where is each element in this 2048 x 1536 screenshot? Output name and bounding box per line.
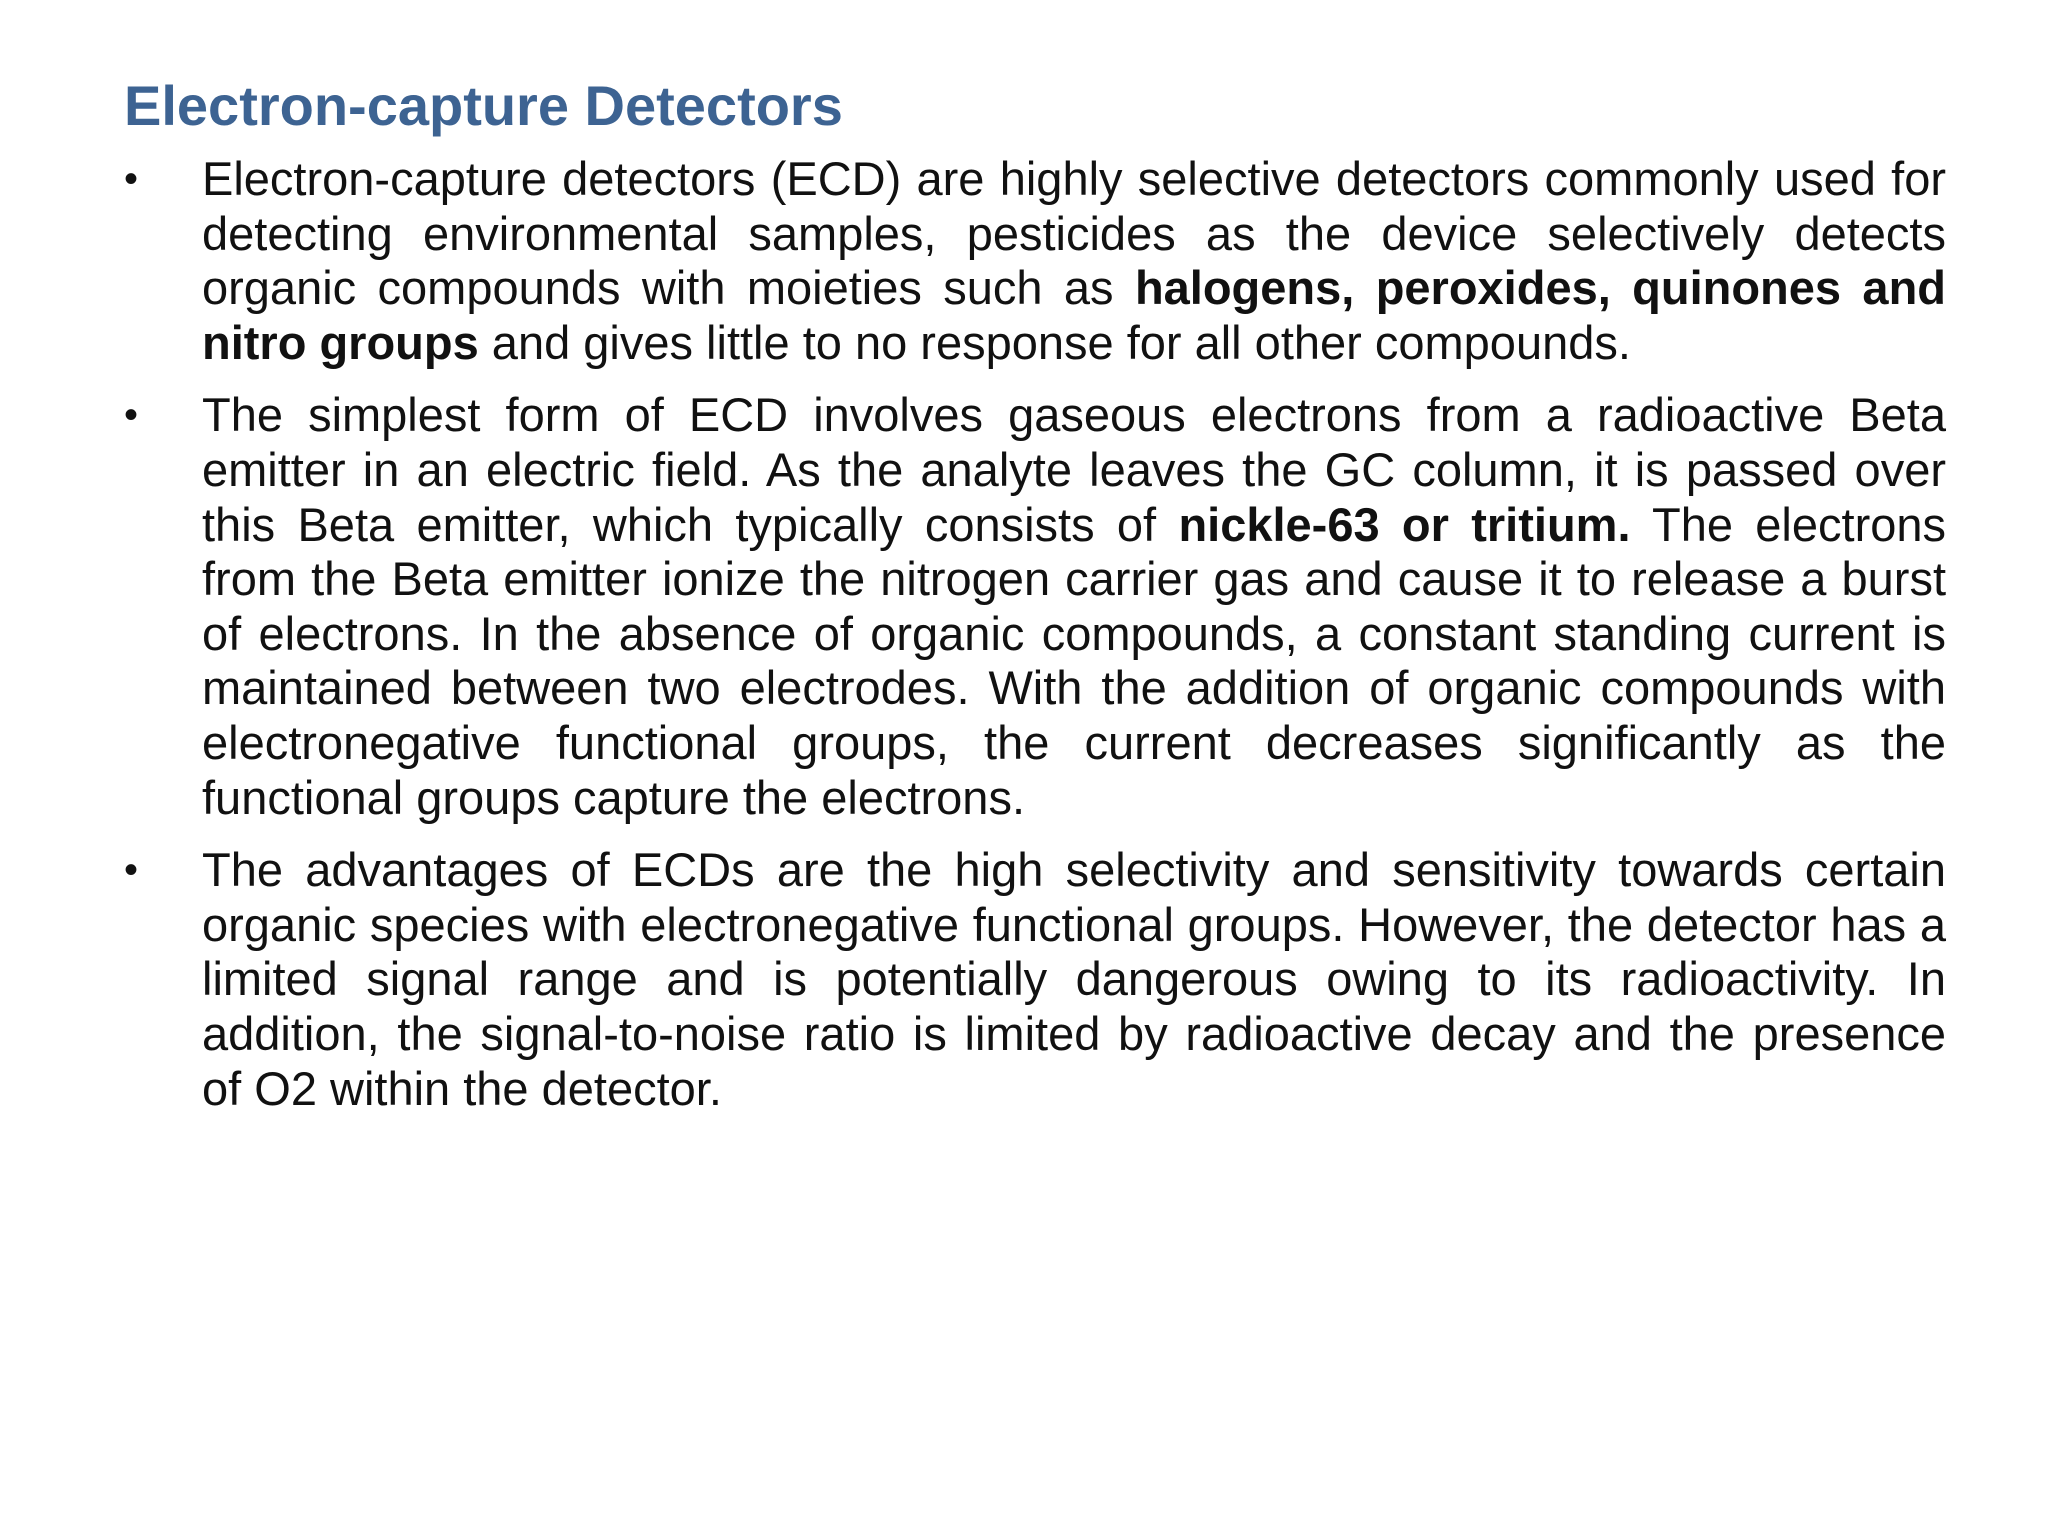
bullet-text: The electrons from the Beta emitter ionize the nitrogen carrier gas and cause it to release a burst of electrons. In the absence of organic compounds, a constant standing current is maintained between two electrodes. With the addition of organic compounds with electronegative functional groups, the current decreases significantly as the functional groups capture the electrons.	[202, 497, 1946, 824]
bullet-list	[124, 152, 1946, 1134]
bullet-text: and gives little to no response for all other compounds.	[478, 315, 1631, 369]
bullet-bold-text: nickle-63 or tritium.	[1178, 497, 1631, 551]
slide-title: Electron-capture Detectors	[124, 74, 843, 137]
bullet-item	[124, 843, 1946, 1116]
bullet-item	[124, 388, 1946, 825]
bullet-glyph: •	[124, 393, 139, 438]
bullet-text: Electron-capture detectors (ECD) are highly selective detectors commonly used for detecting environmental samples, pesticides as the device selectively detects organic compounds with moieties such as	[202, 152, 1946, 315]
bullet-bold-text: halogens, peroxides, quinones and nitro groups	[202, 261, 1946, 369]
bullet-glyph: •	[124, 848, 139, 893]
bullet-item	[124, 152, 1946, 370]
bullet-glyph: •	[124, 157, 139, 201]
bullet-text: The advantages of ECDs are the high selectivity and sensitivity towards certain organic species with electronegative functional groups. However, the detector has a limited signal range and is potentially dangerous owing to its radioactivity. In addition, the signal-to-noise ratio is limited by radioactive decay and the presence of O2 within the detector.	[202, 843, 1946, 1115]
bullet-text: The simplest form of ECD involves gaseous electrons from a radioactive Beta emitter in an electric field. As the analyte leaves the GC column, it is passed over this Beta emitter, which typically consists of	[202, 388, 1946, 551]
